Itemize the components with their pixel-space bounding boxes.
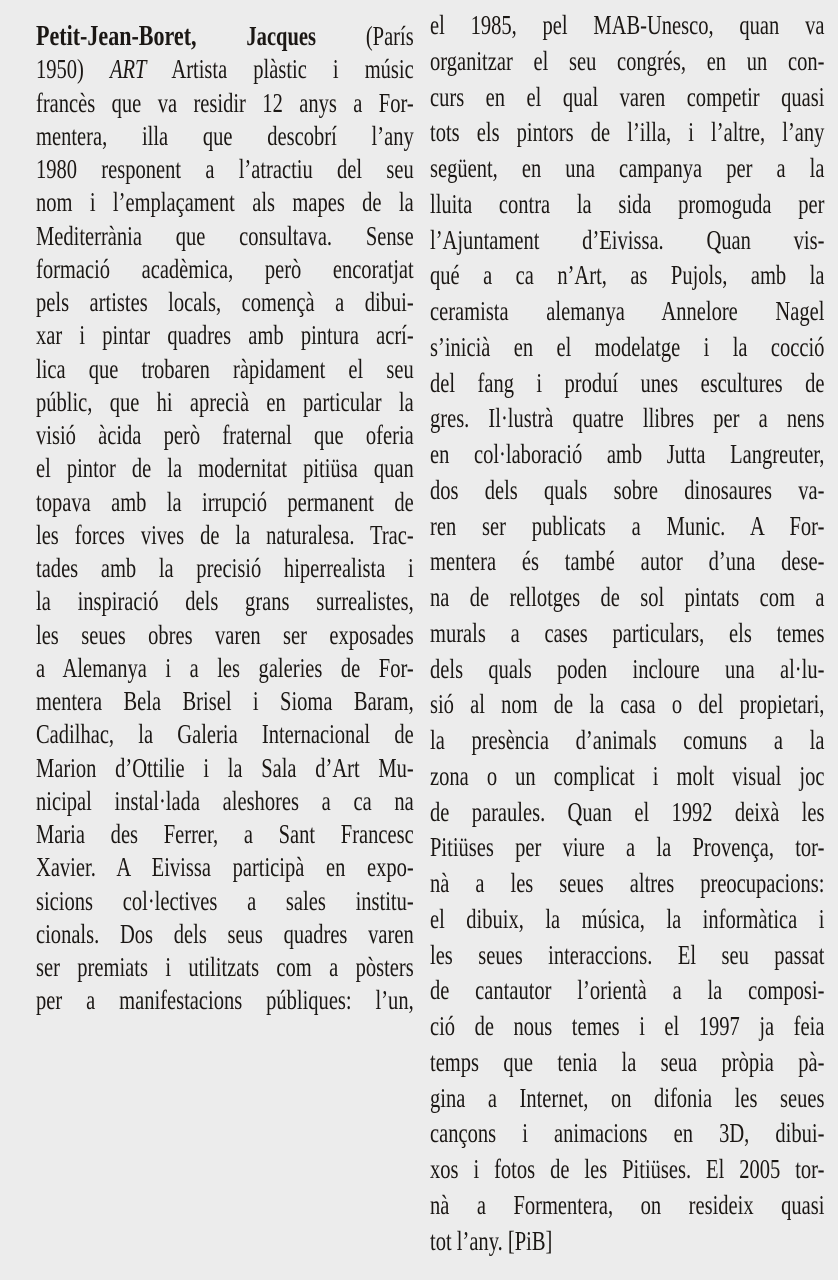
text-line [430, 1116, 824, 1152]
text-segment: tot l’any. [430, 1225, 508, 1256]
text-segment: francès que va residir 12 anys a For- [36, 87, 414, 118]
text-segment: del fang i produí unes escultures de [430, 367, 825, 398]
text-line [36, 286, 414, 319]
text-segment: Artista plàstic i músic [146, 54, 414, 85]
text-line [430, 1224, 824, 1260]
text-segment: les forces vives de la naturalesa. Trac- [36, 519, 414, 550]
text-segment: sió al nom de la casa o del propietari, [430, 689, 825, 720]
text-line [430, 580, 824, 616]
text-segment: lica que trobaren ràpidament el seu [36, 353, 414, 384]
text-segment: ren ser publicats a Munic. A For- [430, 510, 825, 541]
text-line [36, 984, 414, 1017]
text-segment: la inspiració dels grans surrealistes, [36, 586, 414, 617]
text-line [36, 785, 414, 818]
text-segment: ser premiats i utilitzats com a pòsters [36, 952, 414, 982]
text-line [36, 885, 414, 918]
text-segment: organitzar el seu congrés, en un con- [430, 45, 825, 76]
text-line [430, 258, 824, 294]
text-line [430, 8, 824, 44]
text-line [430, 795, 824, 831]
text-line [430, 1045, 824, 1081]
entry-headword: Petit-Jean-Boret, [36, 20, 197, 52]
author-signature: [PiB] [507, 1225, 553, 1256]
text-line [36, 585, 414, 618]
text-line [430, 1188, 824, 1224]
text-segment: temps que tenia la seua pròpia pà- [430, 1046, 825, 1077]
text-line [36, 53, 414, 86]
text-line [36, 353, 414, 386]
text-line [36, 519, 414, 552]
text-line [430, 294, 824, 330]
text-line [430, 151, 824, 187]
text-segment: topava amb la irrupció permanent de [36, 486, 414, 517]
text-segment: les seues interaccions. El seu passat [430, 939, 825, 970]
text-segment: nom i l’emplaçament als mapes de la [36, 187, 414, 218]
text-line [430, 652, 824, 688]
text-segment: pels artistes locals, començà a dibui- [36, 287, 414, 317]
text-column-right [430, 8, 824, 1259]
text-line [430, 687, 824, 723]
text-segment: Maria des Ferrer, a Sant Francesc [36, 819, 414, 849]
text-segment: gina a Internet, on difonia les seues [430, 1082, 825, 1113]
text-line [430, 866, 824, 902]
text-segment: formació acadèmica, però encoratjat [36, 253, 414, 284]
text-line [36, 652, 414, 685]
text-line [430, 187, 824, 223]
text-segment: la presència d’animals comuns a la [430, 725, 825, 755]
text-segment: dos dels quals sobre dinosaures va- [430, 474, 825, 505]
text-line [430, 759, 824, 795]
text-line [430, 830, 824, 866]
text-line [36, 718, 414, 751]
text-line [430, 902, 824, 938]
text-line [430, 115, 824, 151]
text-segment: ceramista alemanya Annelore Nagel [430, 296, 825, 326]
text-column-left [36, 20, 414, 1018]
text-segment: mentera, illa que descobrí l’any [36, 120, 414, 151]
text-segment: sicions col·lectives a sales institu- [36, 885, 414, 916]
text-line [36, 452, 414, 485]
text-segment: zona o un complicat i molt visual joc [430, 760, 825, 791]
text-segment: murals a cases particulars, els temes [430, 617, 825, 648]
text-line [36, 87, 414, 120]
text-line [36, 153, 414, 186]
text-segment: gres. Il·lustrà quatre llibres per a nens [430, 403, 825, 434]
text-segment: nà a Formentera, on resideix quasi [430, 1189, 825, 1220]
text-line [36, 220, 414, 253]
entry-category-label: ART [109, 54, 147, 85]
text-line [430, 1009, 824, 1045]
text-line [36, 851, 414, 884]
text-line [36, 552, 414, 585]
text-line [430, 80, 824, 116]
text-segment: l’Ajuntament d’Eivissa. Quan vis- [430, 224, 825, 255]
text-segment: qué a ca n’Art, as Pujols, amb la [430, 260, 825, 291]
text-line [430, 330, 824, 366]
text-line [36, 818, 414, 851]
text-line [430, 616, 824, 652]
text-line [430, 473, 824, 509]
entry-given-name: Jacques [196, 21, 316, 51]
text-segment: dels quals poden incloure una al·lu- [430, 653, 825, 684]
text-line [36, 253, 414, 286]
text-segment: Mediterrània que consultava. Sense [36, 220, 414, 251]
text-line [430, 938, 824, 974]
text-segment: na de rellotges de sol pintats com a [430, 582, 825, 612]
text-segment: mentera és també autor d’una dese- [430, 546, 825, 577]
text-segment: s’inicià en el modelatge i la cocció [430, 331, 825, 362]
text-segment: (París [315, 21, 414, 51]
text-line [36, 918, 414, 951]
text-line [430, 1152, 824, 1188]
text-line [36, 619, 414, 652]
text-segment: Xavier. A Eivissa participà en expo- [36, 852, 414, 883]
text-segment: públic, que hi aprecià en particular la [36, 386, 414, 417]
text-segment: de cantautor l’orientà a la composi- [430, 975, 825, 1006]
text-segment: mentera Bela Brisel i Sioma Baram, [36, 686, 414, 716]
text-segment: les seues obres varen ser exposades [36, 619, 414, 650]
text-segment: Cadilhac, la Galeria Internacional de [36, 719, 414, 750]
text-segment: en col·laboració amb Jutta Langreuter, [430, 439, 825, 469]
text-segment: el pintor de la modernitat pitiüsa quan [36, 453, 414, 484]
text-line [430, 544, 824, 580]
text-segment: lluita contra la sida promoguda per [430, 188, 825, 219]
text-segment: ció de nous temes i el 1997 ja feia [430, 1011, 825, 1041]
text-line [430, 44, 824, 80]
text-segment: 1980 responent a l’atractiu del seu [36, 154, 414, 184]
text-segment: el 1985, pel MAB-Unesco, quan va [430, 10, 825, 40]
text-line [430, 723, 824, 759]
text-line [430, 1081, 824, 1117]
text-line [430, 401, 824, 437]
text-segment: el dibuix, la música, la informàtica i [430, 903, 825, 934]
text-line [430, 509, 824, 545]
text-line [36, 486, 414, 519]
text-line [430, 366, 824, 402]
text-segment: per a manifestacions públiques: l’un, [36, 985, 414, 1016]
text-line [430, 973, 824, 1009]
text-segment: tades amb la precisió hiperrealista i [36, 553, 414, 583]
text-line [36, 319, 414, 352]
text-line [36, 186, 414, 219]
text-segment: a Alemanya i a les galeries de For- [36, 652, 414, 683]
text-segment: cionals. Dos dels seus quadres varen [36, 918, 414, 949]
text-line [36, 685, 414, 718]
text-line [36, 419, 414, 452]
text-line [36, 120, 414, 153]
text-segment: nicipal instal·lada aleshores a ca na [36, 785, 414, 816]
text-line [36, 386, 414, 419]
text-segment: curs en el qual varen competir quasi [430, 81, 825, 112]
text-line [36, 20, 414, 53]
text-segment: xos i fotos de les Pitiüses. El 2005 tor- [430, 1154, 825, 1184]
text-segment: Marion d’Ottilie i la Sala d’Art Mu- [36, 752, 414, 783]
text-segment: cançons i animacions en 3D, dibui- [430, 1118, 825, 1149]
text-segment: Pitiüses per viure a la Provença, tor- [430, 832, 825, 863]
text-segment: 1950) [36, 54, 110, 85]
text-line [36, 752, 414, 785]
text-segment: nà a les seues altres preocupacions: [430, 868, 825, 898]
text-segment: xar i pintar quadres amb pintura acrí- [36, 320, 414, 351]
text-segment: visió àcida però fraternal que oferia [36, 420, 414, 450]
text-segment: següent, en una campanya per a la [430, 153, 825, 183]
text-line [430, 223, 824, 259]
text-segment: tots els pintors de l’illa, i l’altre, l’any [430, 117, 825, 148]
text-line [430, 437, 824, 473]
text-line [36, 951, 414, 984]
text-segment: de paraules. Quan el 1992 deixà les [430, 796, 825, 827]
